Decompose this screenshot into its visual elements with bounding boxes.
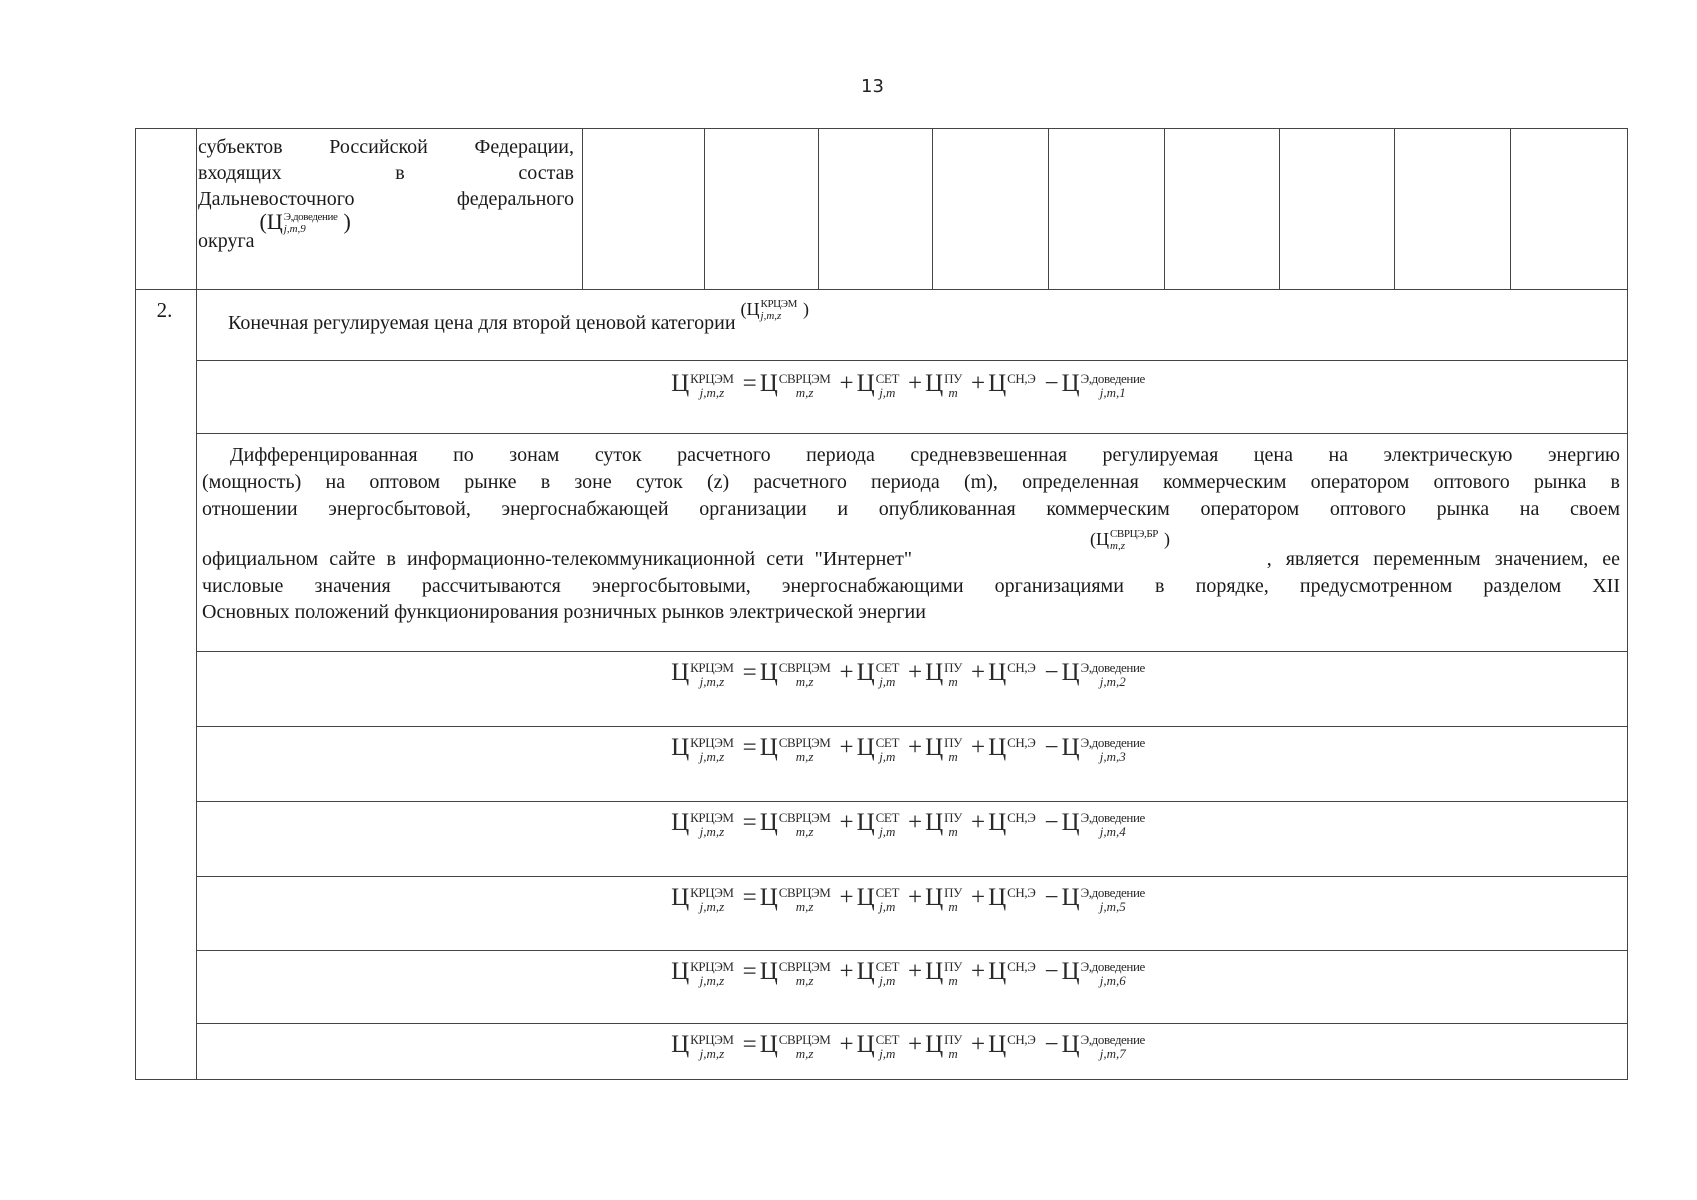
paragraph-line-6: Основных положений функционирования розничных рынков электрической энергии [202,601,926,623]
formula-subscript: m,z [795,972,814,988]
formula-superscript: СВРЦЭМ [778,958,831,974]
formula-subscript: j,m,3 [1099,748,1126,764]
formula-term-indices [1007,661,1035,688]
formula-subscript: m [948,1045,958,1061]
formula-superscript: СН,Э [1007,370,1036,386]
formula-superscript: Э,доведение [1080,958,1145,974]
formula-superscript: СН,Э [1007,1031,1036,1047]
price-symbol: Ц [746,299,760,319]
formula-term-indices [876,736,899,763]
formula-operator: + [908,809,923,836]
formula-term-indices [1081,960,1145,987]
term-subscript: j,m,9 [283,223,306,236]
formula-superscript: Э,доведение [1080,734,1145,750]
formula-superscript: ПУ [944,370,962,386]
formula-price-symbol: Ц [759,659,778,686]
formula-superscript: КРЦЭМ [690,370,734,386]
column-divider [1279,128,1280,289]
formula-term-indices [690,960,733,987]
formula-price-symbol: Ц [988,734,1007,761]
formula-operator: − [1044,884,1059,911]
row-divider [196,433,1628,434]
term-subscript: m,z [1110,540,1125,553]
formula-subscript [1007,974,1035,987]
formula-subscript: j,m,z [699,673,725,689]
row-number: 2. [156,298,173,322]
row-divider [135,289,1628,290]
formula-operator: + [839,1031,854,1058]
formula-term-indices [779,736,831,763]
formula-price-symbol: Ц [988,1031,1007,1058]
formula-subscript: m,z [795,1045,814,1061]
formula-term-indices [1007,886,1035,913]
formula-superscript: СВРЦЭМ [778,809,831,825]
formula-price-symbol: Ц [671,884,690,911]
formula-term-indices [779,811,831,838]
formula-term-indices [1007,372,1035,399]
row-divider [196,950,1628,951]
formula-subscript: m,z [795,823,814,839]
paragraph-line-3: отношении энергосбытовой, энергоснабжающей организации и опубликованная коммерческим оператором оптового рынка на своем [202,498,1620,520]
formula-operator: + [970,1031,986,1058]
formula-superscript: КРЦЭМ [690,958,734,974]
formula-price-symbol: Ц [988,370,1007,397]
formula-term-indices [944,886,962,913]
formula-superscript: СЕТ [875,370,899,386]
formula-row-2 [196,659,1626,688]
formula-superscript: СВРЦЭМ [778,1031,831,1047]
formula-subscript: j,m [879,673,896,689]
formula-subscript: j,m [879,748,896,764]
price-symbol: Ц [1096,529,1109,549]
formula-operator: = [742,809,757,836]
term-superscript: Э,доведение [283,211,338,224]
formula-price-symbol: Ц [671,809,690,836]
row-2-title: Конечная регулируемая цена для второй ценовой категории (Ц КРЦЭМ j,m,z ) [228,298,809,334]
formula-term-indices [779,661,831,688]
formula-term-indices [876,886,899,913]
formula-operator: + [839,659,854,686]
formula-subscript: j,m,6 [1099,972,1126,988]
row-divider [196,801,1628,802]
formula-price-symbol: Ц [925,734,944,761]
formula-superscript: ПУ [944,884,962,900]
formula-superscript: СЕТ [875,659,899,675]
formula-operator: = [742,1031,757,1058]
column-divider [1510,128,1511,289]
formula-operator: + [970,370,986,397]
formula-term-indices [876,661,899,688]
formula-subscript: j,m,z [699,748,725,764]
formula-term-indices [944,1033,962,1060]
formula-superscript: Э,доведение [1080,809,1145,825]
formula-superscript: СВРЦЭМ [778,734,831,750]
formula-price-symbol: Ц [925,1031,944,1058]
formula-operator: − [1044,370,1059,397]
formula-price-symbol: Ц [856,884,875,911]
formula-term-indices [779,1033,831,1060]
formula-operator: + [839,809,854,836]
formula-operator: + [908,884,923,911]
formula-superscript: ПУ [944,734,962,750]
formula-price-symbol: Ц [856,370,875,397]
formula-operator: + [908,1031,923,1058]
formula-subscript [1007,825,1035,838]
formula-subscript: j,m,5 [1099,898,1126,914]
formula-operator: − [1044,1031,1059,1058]
formula-subscript: j,m,4 [1099,823,1126,839]
formula-operator: − [1044,958,1059,985]
formula-term-indices [1081,811,1145,838]
formula-operator: = [742,659,757,686]
formula-operator: + [970,884,986,911]
formula-term-indices [1081,736,1145,763]
formula-term-indices [1007,811,1035,838]
formula-operator: = [742,884,757,911]
formula-price-symbol: Ц [1061,809,1080,836]
formula-subscript: j,m [879,972,896,988]
formula-superscript: СН,Э [1007,809,1036,825]
column-divider [932,128,933,289]
formula-operator: + [970,659,986,686]
column-divider [1048,128,1049,289]
formula-operator: + [970,734,986,761]
formula-superscript: КРЦЭМ [690,884,734,900]
formula-price-symbol: Ц [759,1031,778,1058]
formula-term-indices [944,736,962,763]
formula-subscript: m [948,898,958,914]
formula-subscript: j,m [879,898,896,914]
term-indices [761,299,797,322]
formula-subscript [1007,750,1035,763]
formula-operator: − [1044,734,1059,761]
formula-price-symbol: Ц [856,809,875,836]
formula-subscript [1007,900,1035,913]
formula-price-symbol: Ц [671,659,690,686]
formula-term-indices [1007,960,1035,987]
formula-price-symbol: Ц [925,809,944,836]
formula-price-symbol: Ц [1061,370,1080,397]
formula-superscript: СЕТ [875,734,899,750]
formula-subscript: j,m,2 [1099,673,1126,689]
term-indices [1110,529,1158,552]
formula-price-symbol: Ц [988,884,1007,911]
formula-superscript: СЕТ [875,958,899,974]
formula-subscript: m,z [795,898,814,914]
formula-price-symbol: Ц [1061,884,1080,911]
formula-term-indices [944,811,962,838]
formula-superscript: Э,доведение [1080,884,1145,900]
formula-price-symbol: Ц [988,659,1007,686]
term-indices [284,212,338,235]
formula-subscript: m [948,748,958,764]
formula-price-symbol: Ц [671,370,690,397]
formula-subscript: m [948,823,958,839]
formula-term-indices [1081,661,1145,688]
paragraph-line-5: числовые значения рассчитываются энергосбытовыми, энергоснабжающими организациями в порядке, предусмотренном разделом XII [202,575,1620,597]
formula-superscript: КРЦЭМ [690,809,734,825]
formula-subscript: j,m,z [699,1045,725,1061]
formula-term-indices [1081,1033,1145,1060]
formula-superscript: СЕТ [875,809,899,825]
formula-superscript: КРЦЭМ [690,734,734,750]
formula-price-symbol: Ц [925,370,944,397]
formula-operator: + [970,958,986,985]
term-superscript: СВРЦЭ,БР [1110,528,1158,541]
formula-operator: = [742,370,757,397]
price-term: (Ц КРЦЭМ j,m,z ) [740,298,809,323]
formula-operator: + [970,809,986,836]
formula-row-5 [196,884,1626,913]
formula-subscript: m [948,972,958,988]
formula-operator: + [839,370,854,397]
formula-operator: + [908,958,923,985]
formula-subscript: j,m [879,823,896,839]
formula-operator: + [839,884,854,911]
page-number: 13 [861,76,884,97]
formula-subscript: j,m,z [699,972,725,988]
formula-price-symbol: Ц [759,370,778,397]
formula-superscript: СЕТ [875,884,899,900]
formula-row-6 [196,958,1626,987]
formula-row-7 [196,1031,1626,1060]
formula-term-indices [690,372,733,399]
term-subscript: j,m,z [760,310,782,323]
formula-subscript: m,z [795,673,814,689]
formula-price-symbol: Ц [759,884,778,911]
formula-term-indices [690,886,733,913]
formula-superscript: СН,Э [1007,734,1036,750]
formula-price-symbol: Ц [988,809,1007,836]
continuation-line-1: субъектов Российской Федерации, [198,136,574,158]
formula-price-symbol: Ц [925,884,944,911]
formula-term-indices [690,1033,733,1060]
formula-term-indices [1007,1033,1035,1060]
paragraph-line-2: (мощность) на оптовом рынке в зоне суток (z) расчетного периода (m), определенная коммерческим оператором оптового рынка в [202,471,1620,493]
formula-price-symbol: Ц [856,659,875,686]
formula-price-symbol: Ц [856,1031,875,1058]
formula-price-symbol: Ц [1061,659,1080,686]
column-divider [704,128,705,289]
formula-term-indices [876,372,899,399]
formula-operator: + [908,370,923,397]
formula-superscript: СН,Э [1007,884,1036,900]
formula-superscript: СВРЦЭМ [778,884,831,900]
formula-term-indices [1007,736,1035,763]
formula-subscript: j,m,7 [1099,1045,1126,1061]
formula-operator: − [1044,809,1059,836]
formula-superscript: КРЦЭМ [690,659,734,675]
formula-term-indices [779,886,831,913]
formula-price-symbol: Ц [1061,1031,1080,1058]
formula-price-symbol: Ц [925,659,944,686]
column-divider [1164,128,1165,289]
formula-row-1 [196,370,1626,399]
formula-subscript: m [948,673,958,689]
formula-price-symbol: Ц [759,734,778,761]
column-divider [1394,128,1395,289]
row-divider [196,726,1628,727]
paragraph-line-1: Дифференцированная по зонам суток расчетного периода средневзвешенная регулируемая цена на электрическую энергию [230,444,1620,466]
formula-subscript: j,m [879,384,896,400]
formula-term-indices [944,960,962,987]
formula-operator: − [1044,659,1059,686]
formula-term-indices [779,960,831,987]
formula-superscript: Э,доведение [1080,1031,1145,1047]
formula-superscript: ПУ [944,809,962,825]
column-divider [582,128,583,289]
formula-term-indices [690,811,733,838]
formula-superscript: СН,Э [1007,958,1036,974]
formula-subscript: j,m [879,1045,896,1061]
formula-price-symbol: Ц [671,958,690,985]
formula-term-indices [876,960,899,987]
formula-subscript: m [948,384,958,400]
formula-subscript [1007,675,1035,688]
continuation-line-4 [198,209,574,252]
continuation-suffix: округа [198,230,255,252]
price-symbol: Ц [266,209,283,234]
formula-operator: + [839,734,854,761]
formula-term-indices [944,661,962,688]
formula-superscript: ПУ [944,958,962,974]
formula-superscript: СН,Э [1007,659,1036,675]
row-divider [196,876,1628,877]
formula-price-symbol: Ц [1061,958,1080,985]
row-divider [196,360,1628,361]
term-superscript: КРЦЭМ [760,298,797,311]
formula-term-indices [690,661,733,688]
formula-price-symbol: Ц [759,958,778,985]
formula-superscript: ПУ [944,659,962,675]
formula-superscript: Э,доведение [1080,659,1145,675]
formula-subscript: j,m,1 [1099,384,1126,400]
formula-price-symbol: Ц [1061,734,1080,761]
formula-superscript: СВРЦЭМ [778,659,831,675]
formula-operator: + [908,659,923,686]
column-divider [818,128,819,289]
formula-subscript: j,m,z [699,384,725,400]
formula-term-indices [944,372,962,399]
formula-subscript: m,z [795,384,814,400]
formula-price-symbol: Ц [759,809,778,836]
formula-term-indices [1081,886,1145,913]
formula-superscript: КРЦЭМ [690,1031,734,1047]
formula-superscript: Э,доведение [1080,370,1145,386]
formula-operator: + [839,958,854,985]
formula-term-indices [779,372,831,399]
formula-price-symbol: Ц [671,734,690,761]
formula-operator: = [742,958,757,985]
formula-row-4 [196,809,1626,838]
row-divider [196,651,1628,652]
continuation-line-2: входящих в состав [198,162,574,184]
formula-subscript: j,m,z [699,823,725,839]
formula-price-symbol: Ц [925,958,944,985]
formula-subscript: j,m,z [699,898,725,914]
price-term: (Ц Э,доведение j,m,9 ) [259,209,351,236]
formula-operator: = [742,734,757,761]
row-divider [196,1023,1628,1024]
formula-row-3 [196,734,1626,763]
formula-subscript [1007,386,1035,399]
formula-subscript [1007,1047,1035,1060]
formula-superscript: СЕТ [875,1031,899,1047]
formula-term-indices [876,811,899,838]
formula-price-symbol: Ц [856,734,875,761]
continuation-line-3: Дальневосточного федерального [198,188,574,210]
formula-price-symbol: Ц [988,958,1007,985]
price-term: (Ц СВРЦЭ,БР m,z ) [1090,528,1170,553]
formula-superscript: СВРЦЭМ [778,370,831,386]
formula-term-indices [1081,372,1145,399]
formula-term-indices [876,1033,899,1060]
formula-price-symbol: Ц [856,958,875,985]
formula-term-indices [690,736,733,763]
formula-operator: + [908,734,923,761]
number-column-divider [196,128,197,1080]
formula-superscript: ПУ [944,1031,962,1047]
formula-price-symbol: Ц [671,1031,690,1058]
formula-subscript: m,z [795,748,814,764]
